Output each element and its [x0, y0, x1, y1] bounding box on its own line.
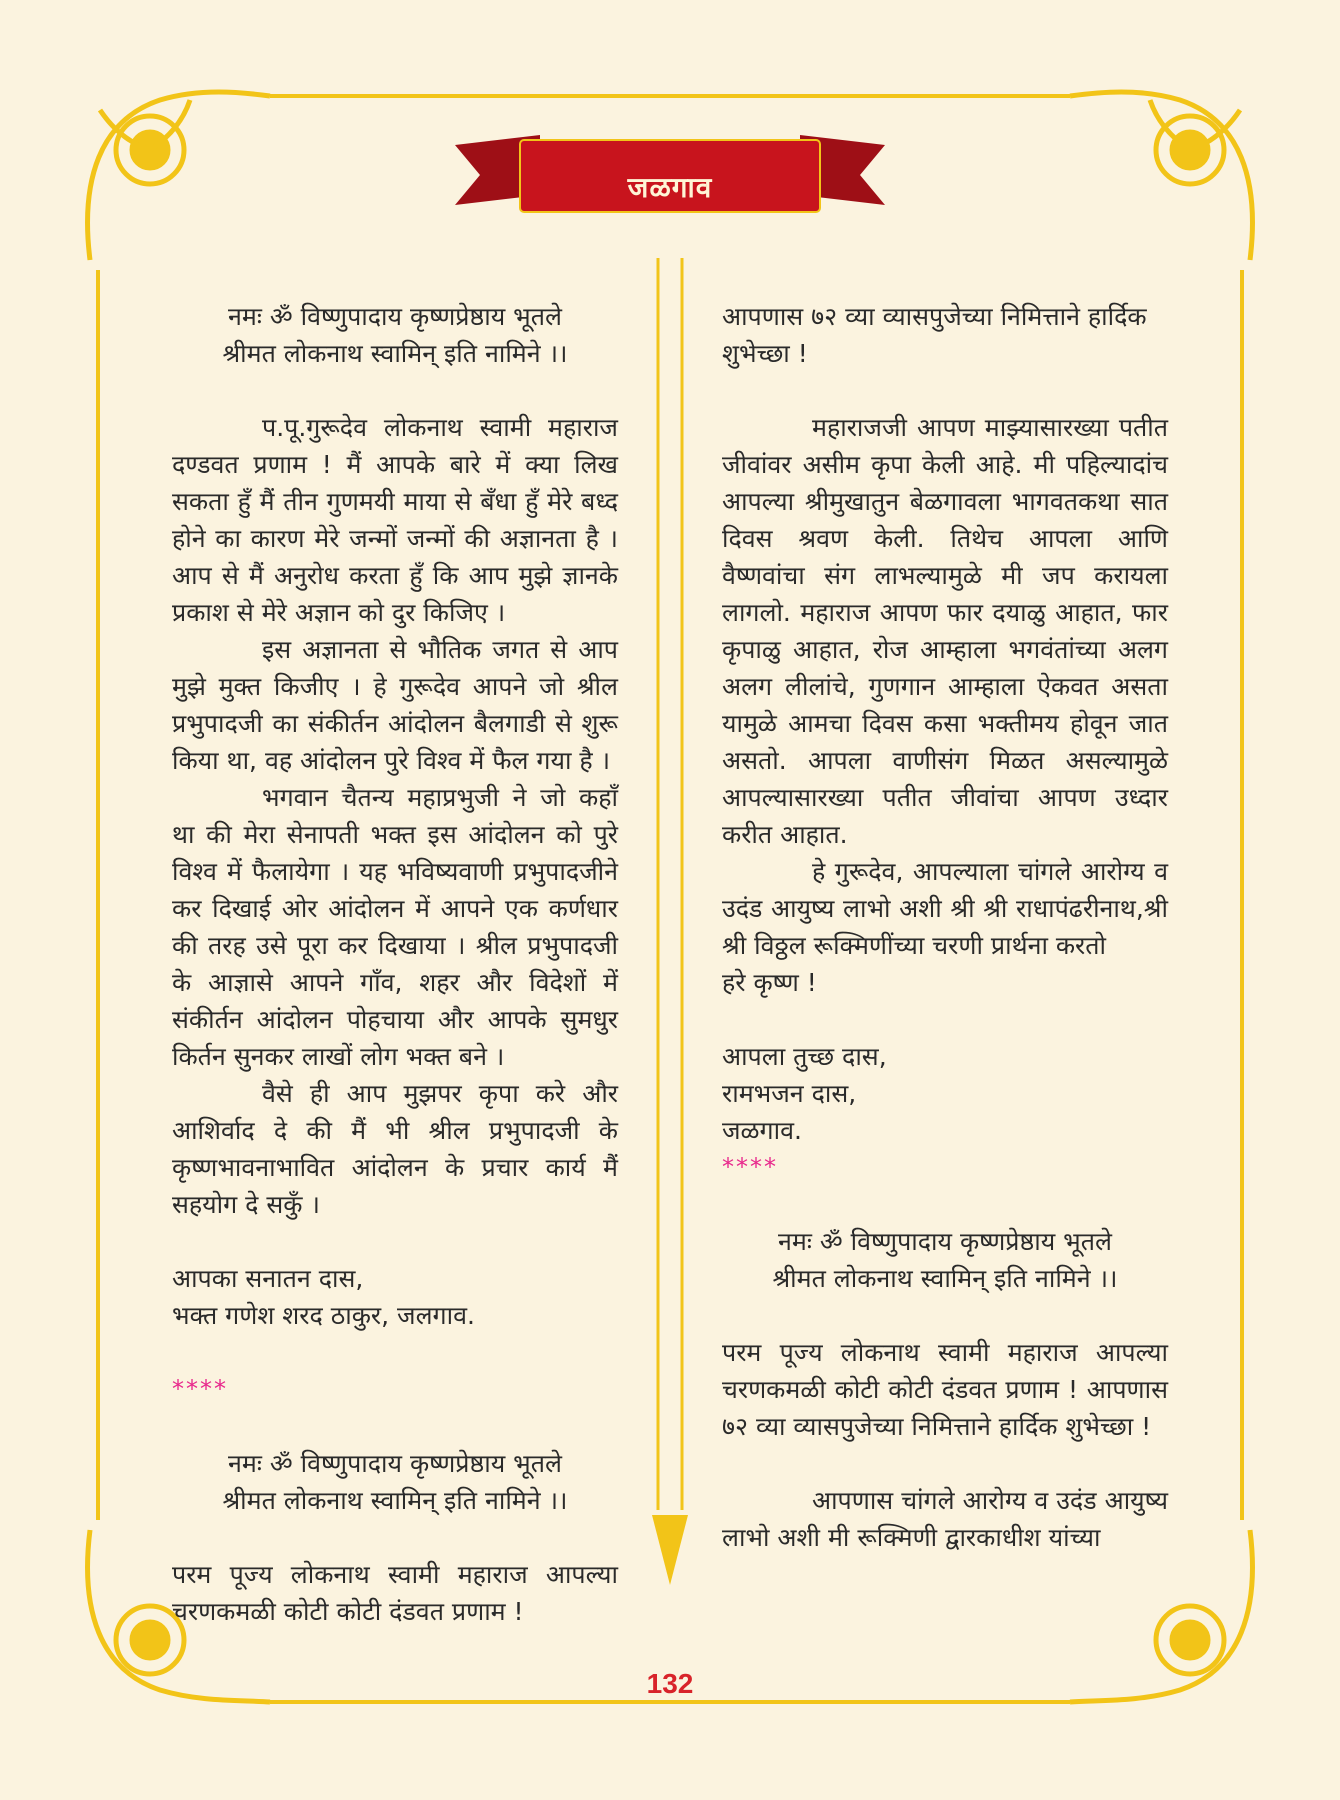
paragraph: हे गुरूदेव, आपल्याला चांगले आरोग्य व उदंड आयुष्य लाभो अशी श्री श्री राधापंढरीनाथ,श्री श्री विठ्ठल रूक्मिणींच्या चरणी प्रार्थना करतो — [722, 857, 1168, 960]
paragraph: परम पूज्य लोकनाथ स्वामी महाराज आपल्या चरणकमळी कोटी कोटी दंडवत प्रणाम ! — [172, 1560, 618, 1626]
paragraph: प.पू.गुरूदेव लोकनाथ स्वामी महाराज दण्डवत प्रणाम ! मैं आपके बारे में क्या लिख सकता हुँ मैं तीन गुणमयी माया से बँधा हुँ मेरे बध्द होने का कारण मेरे जन्मों जन्मों की अज्ञानता है । आप से मैं अनुरोध करता हुँ कि आप मुझे ज्ञानके प्रकाश से मेरे अज्ञान को दुर किजिए । — [172, 413, 618, 627]
divider-tip — [652, 1515, 688, 1585]
signature-line: आपला तुच्छ दास, — [722, 1042, 887, 1071]
mantra-line: नमः ॐ विष्णुपादाय कृष्णप्रेष्ठाय भूतले — [228, 1449, 562, 1478]
section-title: जळगाव — [627, 171, 713, 204]
signature-line: आपका सनातन दास, — [172, 1264, 364, 1293]
separator-stars: **** — [722, 1153, 778, 1181]
mantra-line: नमः ॐ विष्णुपादाय कृष्णप्रेष्ठाय भूतले — [778, 1227, 1112, 1256]
left-column — [172, 298, 618, 1630]
mantra-line: श्रीमत लोकनाथ स्वामिन् इति नामिने ।। — [222, 1486, 568, 1515]
paragraph: हरे कृष्ण ! — [722, 968, 817, 997]
paragraph: आपणास चांगले आरोग्य व उदंड आयुष्य लाभो अशी मी रूक्मिणी द्वारकाधीश यांच्या — [722, 1486, 1168, 1552]
paragraph: भगवान चैतन्य महाप्रभुजी ने जो कहाँ था की मेरा सेनापती भक्त इस आंदोलन को पुरे विश्व में फैलायेगा । यह भविष्यवाणी प्रभुपादजीने कर दिखाई ओर आंदोलन में आपने एक कर्णधार की तरह उसे पूरा कर दिखाया । श्रील प्रभुपादजी के आज्ञासे आपने गाँव, शहर और विदेशों में संकीर्तन आंदोलन पोहचाया और आपके सुमधुर किर्तन सुनकर लाखों लोग भक्त बने । — [172, 783, 618, 1071]
paragraph: महाराजजी आपण माझ्यासारख्या पतीत जीवांवर असीम कृपा केली आहे. मी पहिल्यादांच आपल्या श्रीमुखातुन बेळगावला भागवतकथा सात दिवस श्रवण केली. तिथेच आपला आणि वैष्णवांचा संग लाभल्यामुळे मी जप करायला लागलो. महाराज आपण फार दयाळु आहात, फार कृपाळु आहात, रोज आम्हाला भगवंतांच्या अलग अलग लीलांचे, गुणगान आम्हाला ऐकवत असता यामुळे आमचा दिवस कसा भक्तीमय होवून जात असतो. आपला वाणीसंग मिळत असल्यामुळे आपल्यासारख्या पतीत जीवांचा आपण उध्दार करीत आहात. — [722, 413, 1168, 849]
page-number: 132 — [646, 1668, 694, 1699]
signature-line: जळगाव. — [722, 1116, 802, 1145]
paragraph: परम पूज्य लोकनाथ स्वामी महाराज आपल्या चरणकमळी कोटी कोटी दंडवत प्रणाम ! आपणास ७२ व्या व्यासपुजेच्या निमित्ताने हार्दिक शुभेच्छा ! — [722, 1338, 1168, 1441]
signature-line: भक्त गणेश शरद ठाकुर, जलगाव. — [172, 1301, 475, 1330]
mantra-line: श्रीमत लोकनाथ स्वामिन् इति नामिने ।। — [222, 339, 568, 368]
mantra-line: श्रीमत लोकनाथ स्वामिन् इति नामिने ।। — [772, 1264, 1118, 1293]
right-column — [722, 298, 1168, 1556]
paragraph: वैसे ही आप मुझपर कृपा करे और आशिर्वाद दे की मैं भी श्रील प्रभुपादजी के कृष्णभावनाभावित आंदोलन के प्रचार कार्य मैं सहयोग दे सकुँ । — [172, 1079, 618, 1219]
paragraph: आपणास ७२ व्या व्यासपुजेच्या निमित्ताने हार्दिक शुभेच्छा ! — [722, 302, 1147, 368]
separator-stars: **** — [172, 1375, 228, 1403]
signature-line: रामभजन दास, — [722, 1079, 857, 1108]
mantra-line: नमः ॐ विष्णुपादाय कृष्णप्रेष्ठाय भूतले — [228, 302, 562, 331]
paragraph: इस अज्ञानता से भौतिक जगत से आप मुझे मुक्त किजीए । हे गुरूदेव आपने जो श्रील प्रभुपादजी का संकीर्तन आंदोलन बैलगाडी से शुरू किया था, वह आंदोलन पुरे विश्व में फैल गया है । — [172, 635, 618, 775]
